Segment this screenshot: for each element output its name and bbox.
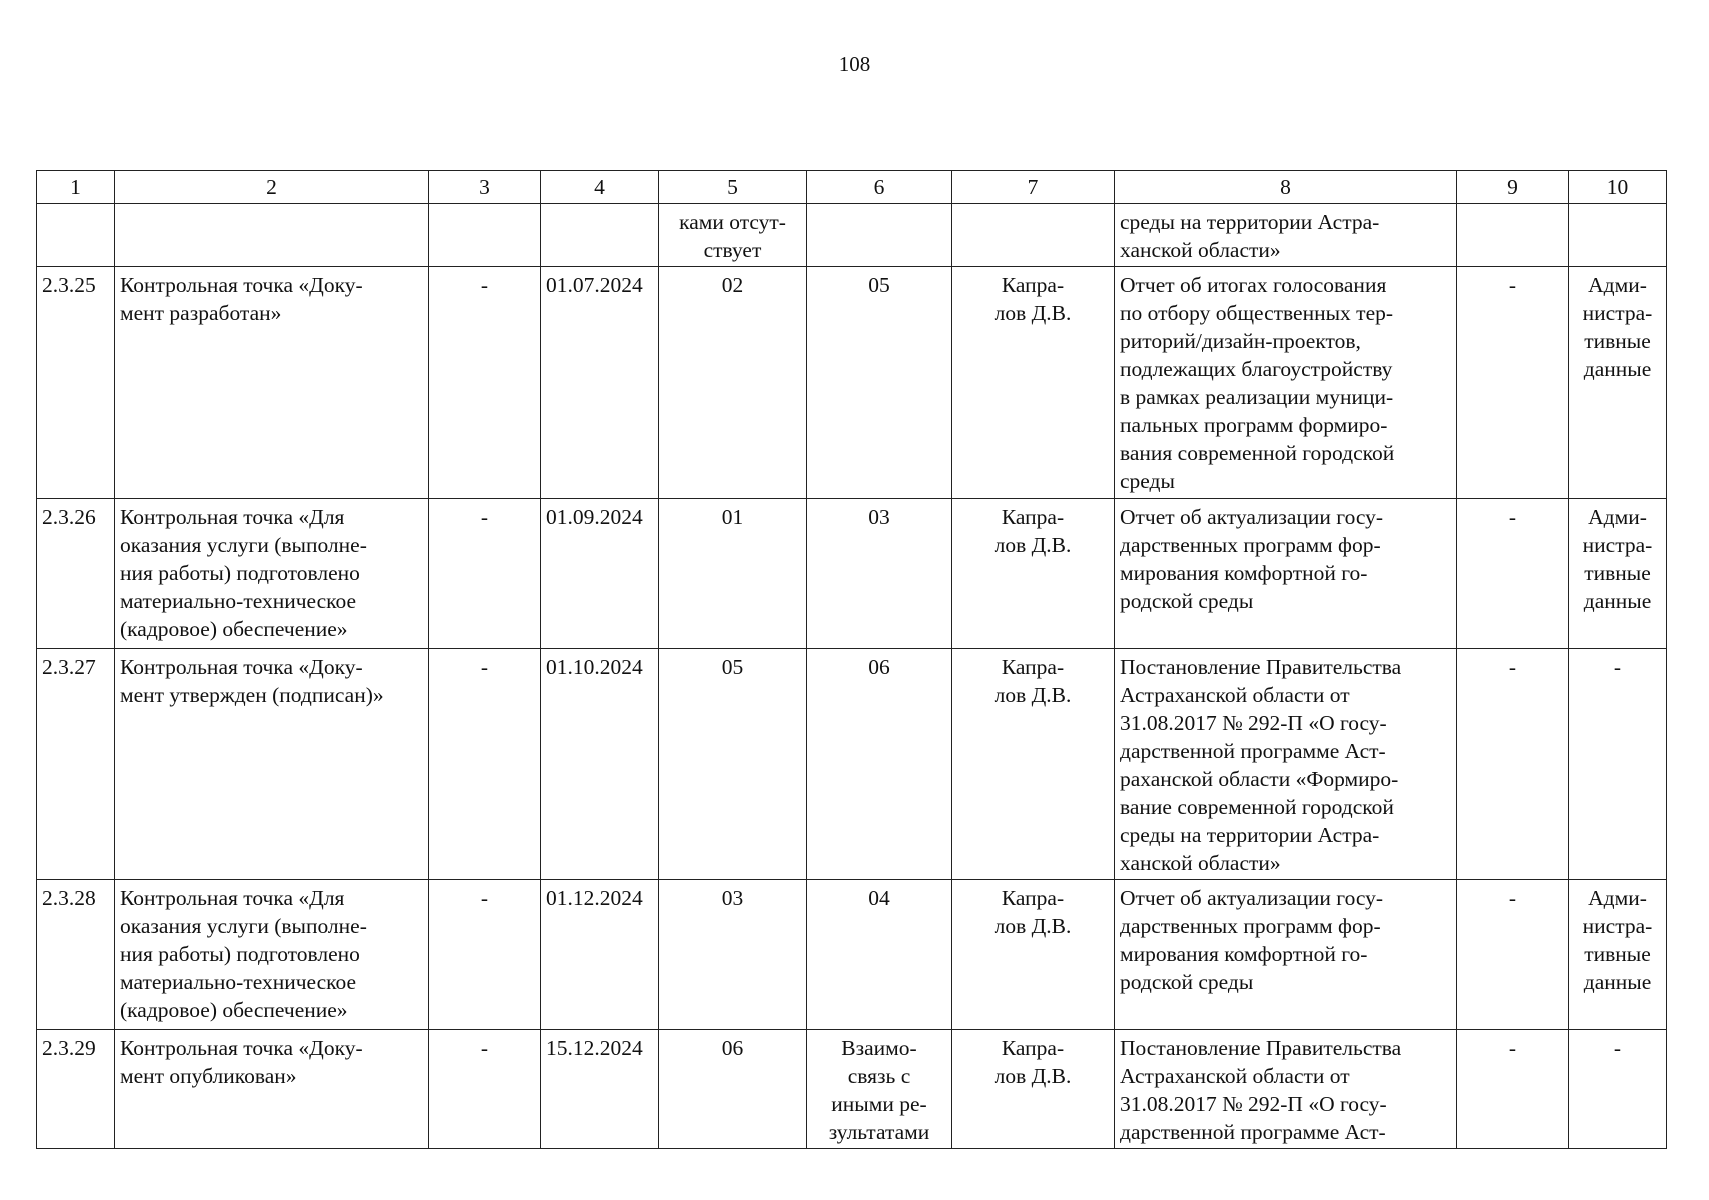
cell-col3: - <box>429 880 541 1030</box>
cell-col5: 06 <box>659 1030 807 1149</box>
cell-col6: 06 <box>807 649 952 880</box>
table-row <box>37 1030 1667 1149</box>
cell-col5: 02 <box>659 267 807 499</box>
header-cell: 9 <box>1457 171 1569 204</box>
cell-num <box>37 204 115 267</box>
cell-name: Контрольная точка «Для оказания услуги (выполне- ния работы) подготовлено материально-техническое (кадровое) обеспечение» <box>115 880 429 1030</box>
cell-col10 <box>1569 204 1667 267</box>
cell-num: 2.3.29 <box>37 1030 115 1149</box>
cell-responsible: Капра- лов Д.В. <box>952 649 1115 880</box>
cell-col5: 01 <box>659 499 807 649</box>
cell-col3: - <box>429 267 541 499</box>
cell-col6 <box>807 204 952 267</box>
cell-date: 01.07.2024 <box>541 267 659 499</box>
cell-document: Отчет об итогах голосования по отбору общественных тер- риторий/дизайн-проектов, подлежащих благоустройству в рамках реализации муници- пальных программ формиро- вания современной городской среды <box>1115 267 1457 499</box>
cell-col10: - <box>1569 1030 1667 1149</box>
cell-responsible: Капра- лов Д.В. <box>952 880 1115 1030</box>
cell-name: Контрольная точка «Доку- мент утвержден (подписан)» <box>115 649 429 880</box>
cell-col6: Взаимо- связь с иными ре- зультатами <box>807 1030 952 1149</box>
cell-name <box>115 204 429 267</box>
cell-date: 01.10.2024 <box>541 649 659 880</box>
cell-col3: - <box>429 499 541 649</box>
header-cell: 4 <box>541 171 659 204</box>
cell-date: 01.12.2024 <box>541 880 659 1030</box>
cell-num: 2.3.28 <box>37 880 115 1030</box>
table-row <box>37 499 1667 649</box>
cell-num: 2.3.26 <box>37 499 115 649</box>
continuation-row <box>37 204 1667 267</box>
header-cell: 5 <box>659 171 807 204</box>
cell-col10: Адми- нистра- тивные данные <box>1569 499 1667 649</box>
cell-col5: 03 <box>659 880 807 1030</box>
cell-num: 2.3.25 <box>37 267 115 499</box>
cell-responsible: Капра- лов Д.В. <box>952 1030 1115 1149</box>
cell-col9: - <box>1457 1030 1569 1149</box>
header-cell: 3 <box>429 171 541 204</box>
cell-name: Контрольная точка «Доку- мент разработан» <box>115 267 429 499</box>
cell-name: Контрольная точка «Для оказания услуги (выполне- ния работы) подготовлено материально-техническое (кадровое) обеспечение» <box>115 499 429 649</box>
cell-date: 15.12.2024 <box>541 1030 659 1149</box>
header-cell: 2 <box>115 171 429 204</box>
cell-date <box>541 204 659 267</box>
table-row <box>37 880 1667 1030</box>
cell-num: 2.3.27 <box>37 649 115 880</box>
cell-document: Постановление Правительства Астраханской области от 31.08.2017 № 292-П «О госу- дарственной программе Аст- <box>1115 1030 1457 1149</box>
plan-table <box>36 170 1667 1149</box>
cell-date: 01.09.2024 <box>541 499 659 649</box>
cell-col10: Адми- нистра- тивные данные <box>1569 880 1667 1030</box>
cell-responsible: Капра- лов Д.В. <box>952 267 1115 499</box>
cell-col9: - <box>1457 880 1569 1030</box>
cell-col9: - <box>1457 499 1569 649</box>
cell-col9 <box>1457 204 1569 267</box>
cell-col6: 03 <box>807 499 952 649</box>
cell-col3 <box>429 204 541 267</box>
page-number: 108 <box>838 52 871 76</box>
cell-col3: - <box>429 1030 541 1149</box>
cell-responsible: Капра- лов Д.В. <box>952 499 1115 649</box>
table-row <box>37 649 1667 880</box>
cell-responsible <box>952 204 1115 267</box>
header-cell: 7 <box>952 171 1115 204</box>
cell-col5: ками отсут- ствует <box>659 204 807 267</box>
cell-document: Постановление Правительства Астраханской области от 31.08.2017 № 292-П «О госу- дарственной программе Аст- раханской области «Формиро- вание современной городской среды на территории Астра- ханской области» <box>1115 649 1457 880</box>
cell-name: Контрольная точка «Доку- мент опубликован» <box>115 1030 429 1149</box>
header-cell: 8 <box>1115 171 1457 204</box>
cell-col10: - <box>1569 649 1667 880</box>
cell-col9: - <box>1457 649 1569 880</box>
cell-col9: - <box>1457 267 1569 499</box>
header-row <box>37 171 1667 204</box>
header-cell: 6 <box>807 171 952 204</box>
cell-col6: 04 <box>807 880 952 1030</box>
table-row <box>37 267 1667 499</box>
cell-col6: 05 <box>807 267 952 499</box>
cell-col10: Адми- нистра- тивные данные <box>1569 267 1667 499</box>
cell-document: среды на территории Астра- ханской области» <box>1115 204 1457 267</box>
cell-document: Отчет об актуализации госу- дарственных программ фор- мирования комфортной го- родской среды <box>1115 499 1457 649</box>
cell-document: Отчет об актуализации госу- дарственных программ фор- мирования комфортной го- родской среды <box>1115 880 1457 1030</box>
cell-col5: 05 <box>659 649 807 880</box>
header-cell: 10 <box>1569 171 1667 204</box>
cell-col3: - <box>429 649 541 880</box>
header-cell: 1 <box>37 171 115 204</box>
